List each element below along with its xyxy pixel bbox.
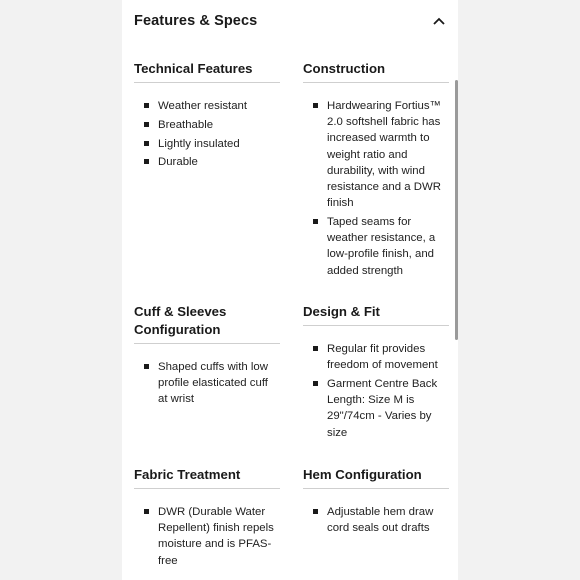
scrollbar-thumb[interactable] [455,80,458,340]
section-title: Fabric Treatment [134,466,280,489]
accordion-header[interactable] [134,10,446,32]
bullet-list [134,359,280,408]
section-fabric-treatment [134,466,280,571]
list-item: Durable [134,154,280,170]
list-item: DWR (Durable Water Repellent) finish repels moisture and is PFAS-free [134,504,280,569]
list-item: Breathable [134,117,280,133]
section-title: Cuff & Sleeves Configuration [134,303,280,344]
bullet-list [303,341,449,441]
list-item: Garment Centre Back Length: Size M is 29"/74cm - Varies by size [303,376,449,441]
bullet-list [303,504,449,536]
list-item: Hardwearing Fortius™ 2.0 softshell fabric has increased warmth to weight ratio and durability, with wind resistance and a DWR finish [303,98,449,211]
chevron-up-icon[interactable] [432,14,446,28]
bullet-list [303,98,449,279]
list-item: Taped seams for weather resistance, a low-profile finish, and added strength [303,214,449,279]
section-technical-features [134,60,280,173]
section-hem-configuration [303,466,449,539]
section-title: Technical Features [134,60,280,83]
section-design-fit [303,303,449,443]
list-item: Shaped cuffs with low profile elasticated cuff at wrist [134,359,280,408]
list-item: Weather resistant [134,98,280,114]
bullet-list [134,504,280,569]
list-item: Adjustable hem draw cord seals out drafts [303,504,449,536]
list-item: Lightly insulated [134,136,280,152]
section-construction [303,60,449,281]
section-cuff-sleeves [134,303,280,410]
bullet-list [134,98,280,171]
features-specs-panel [122,0,458,580]
section-title: Hem Configuration [303,466,449,489]
accordion-title: Features & Specs [134,13,258,29]
list-item: Regular fit provides freedom of movement [303,341,449,373]
section-title: Construction [303,60,449,83]
section-title: Design & Fit [303,303,449,326]
